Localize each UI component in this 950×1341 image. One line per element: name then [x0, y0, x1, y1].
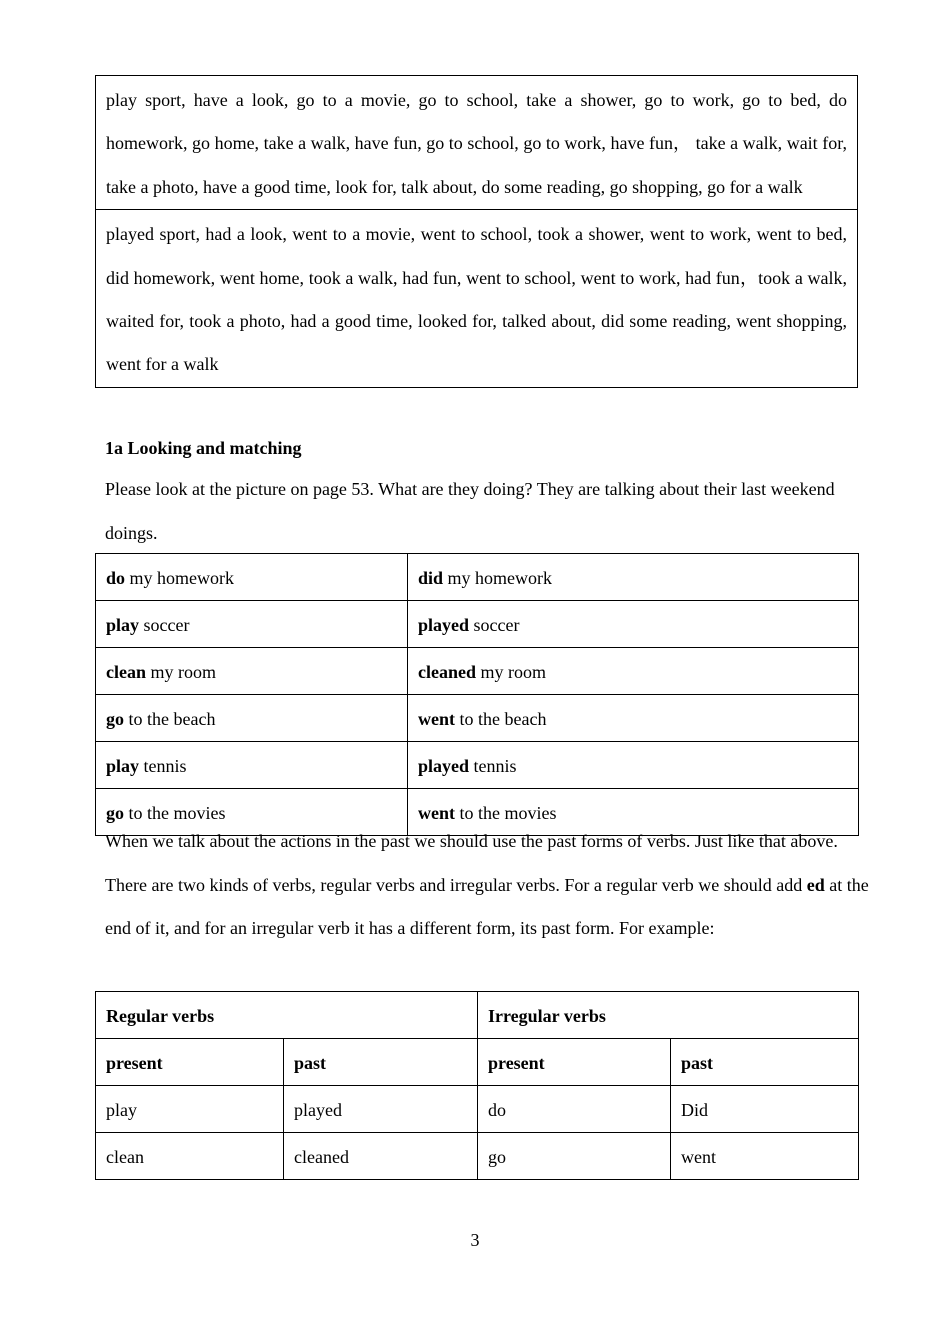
- verb: played: [418, 615, 470, 635]
- past-phrases-cell: played sport, had a look, went to a movie, went to school, took a shower, went to work, went to bed, did homework, went home, took a walk, had fun, went to school, went to work, had fun，took a walk, waited for, took a photo, had a good time, looked for, talked about, did some reading, went shopping, went for a walk: [96, 210, 858, 388]
- phrase-rest: tennis: [469, 756, 517, 776]
- phrase-rest: to the movies: [124, 803, 226, 823]
- past-phrases-row: [96, 210, 858, 388]
- regular-present-header: present: [96, 1039, 284, 1086]
- irregular-past-header: past: [671, 1039, 859, 1086]
- regular-past-header: past: [284, 1039, 478, 1086]
- phrase-rest: soccer: [469, 615, 520, 635]
- present-phrases-cell: play sport, have a look, go to a movie, go to school, take a shower, go to work, go to bed, do homework, go home, take a walk, have fun, go to school, go to work, have fun， take a walk, wait for, take a photo, have a good time, look for, talk about, do some reading, go shopping, go for a walk: [96, 76, 858, 210]
- phrase-rest: my room: [476, 662, 546, 682]
- table-row: [96, 742, 859, 789]
- phrase-rest: to the beach: [455, 709, 547, 729]
- regular-past-cell: cleaned: [284, 1133, 478, 1180]
- verb: went: [418, 709, 455, 729]
- irregular-present-header: present: [478, 1039, 671, 1086]
- section-heading: 1a Looking and matching: [105, 438, 302, 458]
- phrase-rest: my homework: [125, 568, 234, 588]
- table-row: [96, 1133, 859, 1180]
- verb: went: [418, 803, 455, 823]
- verb: go: [106, 709, 124, 729]
- explanation-text-before: When we talk about the actions in the past we should use the past forms of verbs. Just like that above. There are two kinds of verbs, regular verbs and irregular verbs. For a regular verb we should add: [105, 831, 838, 895]
- present-phrase-cell: [96, 601, 408, 648]
- phrase-rest: tennis: [139, 756, 187, 776]
- past-phrase-cell: [408, 648, 859, 695]
- phrase-rest: to the movies: [455, 803, 557, 823]
- table-row: [96, 601, 859, 648]
- present-phrase-cell: [96, 742, 408, 789]
- verb: play: [106, 756, 140, 776]
- past-phrase-cell: [408, 554, 859, 601]
- present-phrase-cell: [96, 554, 408, 601]
- past-phrase-cell: [408, 601, 859, 648]
- irregular-past-cell: Did: [671, 1086, 859, 1133]
- past-phrase-cell: [408, 742, 859, 789]
- irregular-past-cell: went: [671, 1133, 859, 1180]
- verb: did: [418, 568, 444, 588]
- regular-present-cell: clean: [96, 1133, 284, 1180]
- intro-paragraph: Please look at the picture on page 53. What are they doing? They are talking about their last weekend doings.: [105, 479, 835, 543]
- table-row: [96, 648, 859, 695]
- table-row: [96, 554, 859, 601]
- phrase-box: [95, 75, 858, 388]
- present-phrase-cell: [96, 695, 408, 742]
- present-phrase-cell: [96, 648, 408, 695]
- present-phrases-row: [96, 76, 858, 210]
- verb: go: [106, 803, 124, 823]
- verb: played: [418, 756, 470, 776]
- regular-present-cell: play: [96, 1086, 284, 1133]
- table-row: [96, 1086, 859, 1133]
- irregular-present-cell: do: [478, 1086, 671, 1133]
- phrase-rest: to the beach: [124, 709, 216, 729]
- table-row: [96, 695, 859, 742]
- irregular-verbs-header: Irregular verbs: [478, 992, 859, 1039]
- regular-past-cell: played: [284, 1086, 478, 1133]
- ed-suffix: ed: [806, 874, 825, 895]
- past-phrase-cell: [408, 695, 859, 742]
- verb: play: [106, 615, 140, 635]
- regular-verbs-header: Regular verbs: [96, 992, 478, 1039]
- explanation-paragraph: [105, 820, 875, 951]
- phrase-rest: soccer: [139, 615, 190, 635]
- verbs-table: [95, 991, 859, 1180]
- verb: clean: [106, 662, 146, 682]
- verb: do: [106, 568, 126, 588]
- matching-table: [95, 553, 859, 836]
- verb: cleaned: [418, 662, 476, 682]
- phrase-rest: my room: [146, 662, 216, 682]
- irregular-present-cell: go: [478, 1133, 671, 1180]
- page-number: 3: [470, 1230, 480, 1250]
- verbs-header-row: [96, 992, 859, 1039]
- verbs-subheader-row: [96, 1039, 859, 1086]
- explanation-text-after: at the end of it, and for an irregular verb it has a different form, its past form. For example:: [105, 874, 869, 938]
- phrase-rest: my homework: [443, 568, 553, 588]
